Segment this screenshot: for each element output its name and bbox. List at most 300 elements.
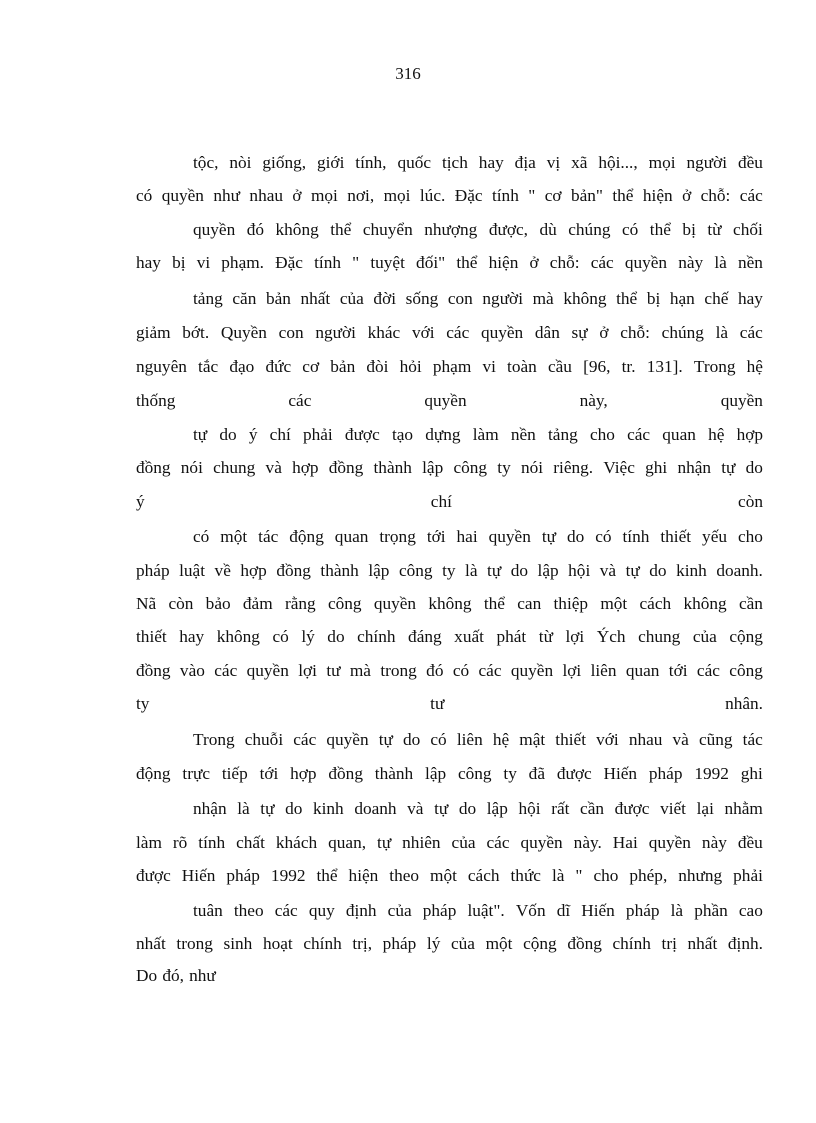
word: hiện (348, 866, 379, 885)
word: Ých (596, 627, 626, 646)
word: hệ (492, 730, 510, 749)
word: nhiên (402, 833, 441, 852)
word: phải (733, 866, 763, 885)
word: lợi (565, 627, 585, 646)
word: tạo (391, 425, 414, 444)
word: lợi (562, 661, 582, 680)
word: phạm. (221, 253, 264, 272)
text-line (193, 798, 763, 820)
word: trị, (352, 934, 373, 953)
word: chí (430, 492, 452, 511)
text-line (193, 219, 763, 241)
word: riêng. (553, 458, 594, 477)
word: do (219, 425, 237, 444)
text-line (136, 457, 763, 479)
text-line (136, 832, 763, 854)
word: kinh (676, 561, 707, 580)
word: và (265, 458, 282, 477)
word: mật (519, 730, 546, 749)
word: do (285, 799, 303, 818)
word: phát (496, 627, 527, 646)
word: con (447, 289, 473, 308)
text-line (193, 526, 763, 548)
word: thiết (555, 730, 587, 749)
word: chính (612, 934, 651, 953)
word: hợp (240, 561, 267, 580)
word: do (327, 627, 345, 646)
word: không (683, 594, 727, 613)
word: do (566, 527, 585, 546)
word: căn (232, 289, 257, 308)
word: ty (442, 561, 456, 580)
word: chối (733, 220, 763, 239)
word: tiếp (221, 764, 248, 783)
word: hai (456, 527, 478, 546)
word: rõ (172, 833, 188, 852)
word: phải (302, 425, 333, 444)
word: người (315, 323, 356, 342)
word: 1992 (270, 866, 306, 885)
text-line (136, 356, 763, 378)
word: pháp (648, 764, 683, 783)
word: nhau (628, 730, 663, 749)
word: thành (374, 764, 414, 783)
word: thống (136, 391, 176, 410)
word: Hai (612, 833, 638, 852)
word: bị (646, 289, 661, 308)
word: quyền (161, 186, 204, 205)
word: lợi (298, 661, 317, 680)
word: nhân. (725, 694, 763, 713)
word: liên (456, 730, 483, 749)
word: chỗ: (700, 186, 731, 205)
word: đảm (242, 594, 273, 613)
word: tảng (547, 425, 578, 444)
word: đời (373, 289, 397, 308)
word: đồng (136, 661, 171, 680)
word: cơ (302, 357, 320, 376)
word: hợp (290, 764, 317, 783)
word: chỗ: (549, 253, 580, 272)
word: thể (612, 186, 634, 205)
text-line (193, 152, 763, 174)
word: Nã (136, 594, 157, 613)
word: " (528, 186, 536, 205)
word: Hiến (581, 901, 615, 920)
word: ở (599, 323, 609, 342)
word: Quyền (220, 323, 267, 342)
word: chính (357, 627, 396, 646)
word: của (451, 833, 476, 852)
word: quyền (193, 220, 236, 239)
text-line (136, 185, 763, 207)
word: được, (488, 220, 528, 239)
word: Do (136, 966, 158, 985)
word: tr. (621, 357, 636, 376)
word: các (696, 661, 720, 680)
word: tắc (198, 357, 219, 376)
word: quan (662, 425, 696, 444)
word: quyền (424, 391, 467, 410)
word: hỏi (399, 357, 422, 376)
word: nòi (229, 153, 252, 172)
word: hay (738, 289, 763, 308)
word: các (486, 833, 510, 852)
word: lập (486, 799, 508, 818)
word: chuỗi (244, 730, 284, 749)
word: cũng (698, 730, 733, 749)
word: trực (182, 764, 210, 783)
word: tự (541, 527, 556, 546)
word: được (136, 866, 171, 885)
word: mà (349, 661, 371, 680)
word: tới (426, 527, 446, 546)
word: cho (737, 527, 763, 546)
word: " (352, 253, 360, 272)
word: vi (196, 253, 211, 272)
word: pháp (382, 934, 417, 953)
word: theo (233, 901, 264, 920)
word: can (517, 594, 542, 613)
word: sinh (223, 934, 253, 953)
word: đó (246, 220, 265, 239)
word: của (692, 627, 717, 646)
word: tảng (193, 289, 223, 308)
word: đồng (276, 561, 311, 580)
word: tới (668, 661, 688, 680)
text-line (193, 288, 763, 310)
word: ý (248, 425, 258, 444)
word: tư (430, 694, 445, 713)
word: mọi (383, 186, 411, 205)
word: làm (136, 833, 162, 852)
word: một (430, 866, 457, 885)
word: chí (269, 425, 291, 444)
word: tự (721, 458, 736, 477)
word: dân (534, 323, 560, 342)
word: quyền (246, 661, 289, 680)
word: 1992 (694, 764, 729, 783)
word: luật (179, 561, 206, 580)
word: nói (180, 458, 203, 477)
word: là (714, 253, 727, 272)
word: vị (546, 153, 561, 172)
word: nhất (300, 289, 331, 308)
word: Trong (693, 357, 736, 376)
word: khác (367, 323, 401, 342)
word: cho (589, 425, 615, 444)
word: quyền (480, 323, 524, 342)
word: Vốn (515, 901, 546, 920)
word: quan (334, 527, 369, 546)
word: có (452, 661, 470, 680)
word: các (478, 661, 502, 680)
word: các (446, 323, 470, 342)
word: ty (497, 458, 511, 477)
word: chỗ: (620, 323, 650, 342)
word: có (193, 527, 210, 546)
word: xuất (454, 627, 484, 646)
word: Đặc (454, 186, 483, 205)
word: Hiến (603, 764, 638, 783)
word: cơ (544, 186, 562, 205)
word: tự (378, 730, 393, 749)
word: " (575, 866, 583, 885)
word: tự (487, 561, 502, 580)
word: nhận (193, 799, 227, 818)
word: tự (193, 425, 208, 444)
word: là (670, 901, 684, 920)
word: liên (590, 661, 617, 680)
word: lý (301, 627, 315, 646)
word: theo (389, 866, 420, 885)
word: khách (275, 833, 318, 852)
word: chúng (568, 220, 611, 239)
word: tính (198, 833, 226, 852)
word: sống (405, 289, 439, 308)
word: mà (532, 289, 554, 308)
word: tự (260, 799, 275, 818)
word: do (510, 561, 528, 580)
word: đó (426, 661, 444, 680)
word: bớt. (182, 323, 210, 342)
text-line (136, 660, 763, 682)
word: và (599, 561, 617, 580)
word: Đặc (275, 253, 303, 272)
text-line (136, 933, 763, 955)
word: đã (528, 764, 545, 783)
word: các (288, 391, 312, 410)
word: các (627, 425, 651, 444)
word: đồng (567, 934, 602, 953)
word: là (237, 799, 250, 818)
word: hội..., (598, 153, 638, 172)
word: ghi (645, 458, 668, 477)
word: cộng (523, 934, 557, 953)
word: và (407, 799, 424, 818)
word: cộng (729, 627, 763, 646)
word: nền (510, 425, 536, 444)
word: ghi (740, 764, 763, 783)
word: nhau (249, 186, 284, 205)
word: tư (326, 661, 341, 680)
word: cần (738, 594, 763, 613)
word: tính (314, 253, 341, 272)
word: trong (380, 661, 417, 680)
word: cần (580, 799, 605, 818)
text-line (193, 424, 763, 446)
word: các (590, 253, 614, 272)
word: lại (696, 799, 714, 818)
word: sự (571, 323, 588, 342)
word: định (345, 901, 377, 920)
word: quy (308, 901, 335, 920)
word: các (293, 730, 317, 749)
word: một (600, 594, 628, 613)
word: thành (373, 458, 412, 477)
word: thiết (660, 527, 692, 546)
word: được (344, 425, 380, 444)
word: do (458, 799, 477, 818)
word: ở (292, 186, 302, 205)
text-line (136, 322, 763, 344)
word: công (398, 561, 433, 580)
word: là (551, 866, 565, 885)
text-line (136, 593, 763, 615)
word: được (556, 764, 592, 783)
word: thể (456, 253, 478, 272)
word: thể (483, 594, 505, 613)
word: bản (330, 357, 356, 376)
word: lập (537, 561, 559, 580)
word: là (465, 561, 478, 580)
word: của (387, 901, 412, 920)
word: 131]. (646, 357, 683, 376)
word: về (214, 561, 231, 580)
word: tự (434, 799, 449, 818)
word: kinh (312, 799, 344, 818)
word: giới (316, 153, 345, 172)
word: người (482, 289, 523, 308)
word: quyền (373, 594, 417, 613)
word: này. (573, 833, 602, 852)
word: nhất (136, 934, 166, 953)
word: yếu (702, 527, 727, 546)
word: thể (649, 220, 671, 239)
word: ý (136, 492, 145, 511)
word: tự (625, 561, 640, 580)
word: quan (625, 661, 660, 680)
word: doanh (354, 799, 397, 818)
text-line (193, 729, 763, 751)
word: các (739, 323, 763, 342)
text-line (136, 252, 763, 274)
word: nền (737, 253, 763, 272)
word: xã (571, 153, 588, 172)
word: nhận (677, 458, 712, 477)
word: thể (316, 866, 338, 885)
word: ty (136, 694, 150, 713)
word: làm (472, 425, 499, 444)
word: với (411, 323, 435, 342)
word: đối" (416, 253, 446, 272)
word: từ (707, 220, 722, 239)
word: hiện (488, 253, 519, 272)
word: quốc (397, 153, 432, 172)
word: rất (551, 799, 570, 818)
text-line (136, 560, 763, 582)
word: các (214, 661, 238, 680)
word: công (453, 458, 488, 477)
word: được (614, 799, 650, 818)
word: công (327, 594, 362, 613)
word: nơi, (347, 186, 375, 205)
word: hệ (708, 425, 725, 444)
word: chúng (661, 323, 704, 342)
word: tộc, (193, 153, 219, 172)
word: này (701, 833, 727, 852)
word: này (678, 253, 704, 272)
word: chung (213, 458, 256, 477)
word: hay (136, 253, 161, 272)
word: hệ (746, 357, 763, 376)
word: không (428, 594, 472, 613)
word: một (220, 527, 248, 546)
word: địa (514, 153, 536, 172)
word: động (289, 527, 324, 546)
word: dĩ (556, 901, 571, 920)
word: pháp (136, 561, 170, 580)
word: đều (737, 833, 763, 852)
word: chất (236, 833, 265, 852)
word: dựng (425, 425, 461, 444)
word: hội (518, 799, 541, 818)
word: trong (176, 934, 213, 953)
word: này, (579, 391, 608, 410)
word: bị (172, 253, 186, 272)
word: rằng (284, 594, 316, 613)
word: người (686, 153, 728, 172)
word: pháp (625, 901, 660, 920)
text-line (136, 491, 763, 513)
word: con (278, 323, 304, 342)
word: thể (330, 220, 352, 239)
word: đó, (162, 966, 184, 985)
word: cách (467, 866, 500, 885)
word: đồng (328, 458, 364, 477)
word: cho (593, 866, 619, 885)
word: lập (422, 458, 444, 477)
word: luật". (467, 901, 505, 920)
word: quyền (488, 527, 531, 546)
word: trọng (379, 527, 416, 546)
word: quan, (328, 833, 367, 852)
word: vi (482, 357, 496, 376)
word: các (739, 186, 763, 205)
word: pháp (226, 866, 260, 885)
word: thể (616, 289, 638, 308)
page-number: 316 (395, 64, 421, 83)
word: như (213, 186, 241, 205)
word: lý (426, 934, 441, 953)
word: thiết (136, 627, 167, 646)
word: tính (622, 527, 650, 546)
word: cao (738, 901, 763, 920)
word: đồng (136, 458, 171, 477)
word: nguyên (136, 357, 187, 376)
word: đạo (229, 357, 255, 376)
word: như (189, 966, 216, 985)
word: quyền (648, 833, 691, 852)
word: định. (727, 934, 763, 953)
word: của (450, 934, 475, 953)
word: thức (510, 866, 541, 885)
word: đức (265, 357, 292, 376)
word: hợp (736, 425, 763, 444)
word: cách (639, 594, 672, 613)
word: hay (478, 153, 504, 172)
word: hội (568, 561, 591, 580)
text-line (136, 763, 763, 785)
text-line (136, 390, 763, 412)
word: mọi (648, 153, 676, 172)
word: do (745, 458, 763, 477)
word: với (596, 730, 619, 749)
word: không (275, 220, 319, 239)
word: bản" (570, 186, 603, 205)
word: đều (737, 153, 763, 172)
word: quyền (510, 661, 554, 680)
